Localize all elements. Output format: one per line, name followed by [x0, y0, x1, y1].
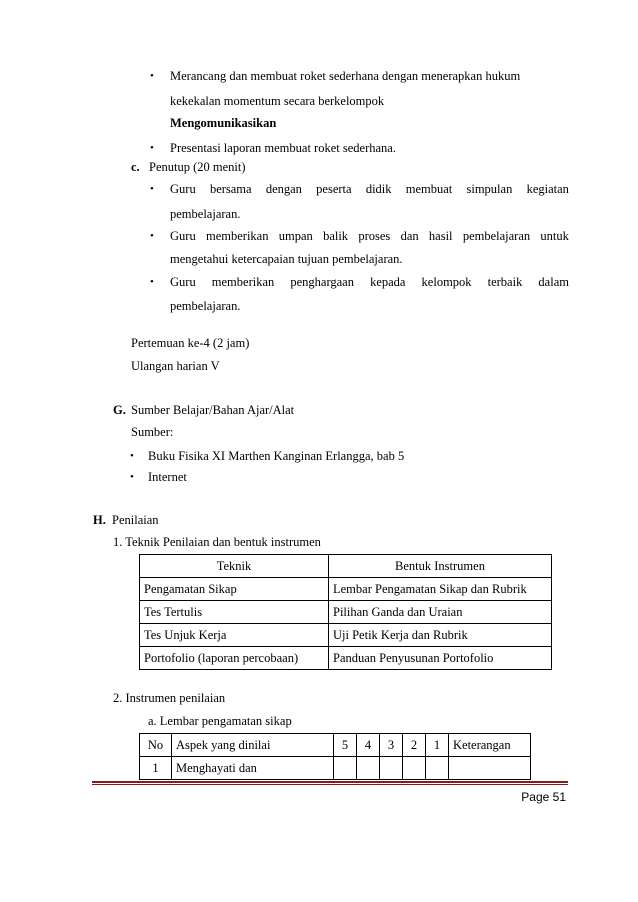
closing-bullet2-line2: mengetahui ketercapaian tujuan pembelajaran.	[170, 252, 403, 266]
attitude-table	[139, 733, 531, 780]
section-h-title: Penilaian	[112, 513, 159, 527]
word: membuat	[405, 182, 453, 196]
closing-marker: c.	[131, 160, 140, 174]
word: terbaik	[487, 275, 523, 289]
subsection-1: 1. Teknik Penilaian dan bentuk instrumen	[113, 535, 321, 549]
closing-bullet3-line1	[170, 275, 569, 290]
word: pembelajaran	[462, 229, 531, 243]
word: untuk	[540, 229, 569, 243]
word: didik	[365, 182, 392, 196]
word: kelompok	[421, 275, 472, 289]
bullet-icon: •	[150, 70, 154, 82]
table-cell	[357, 757, 380, 780]
table-header-row	[140, 555, 552, 578]
closing-title: Penutup (20 menit)	[149, 160, 246, 174]
table-cell: 1	[140, 757, 172, 780]
table-cell: Lembar Pengamatan Sikap dan Rubrik	[329, 578, 552, 601]
table-cell: Menghayati dan	[172, 757, 334, 780]
page-number: Page 51	[521, 790, 566, 804]
table-cell: Pilihan Ganda dan Uraian	[329, 601, 552, 624]
word: simpulan	[466, 182, 513, 196]
footer-rule	[92, 781, 568, 783]
column-header: Teknik	[140, 555, 329, 578]
closing-bullet1-line1	[170, 182, 569, 197]
word: bersama	[209, 182, 252, 196]
column-header: 3	[380, 734, 403, 757]
bullet-icon: •	[130, 471, 134, 483]
source-item: Buku Fisika XI Marthen Kanginan Erlangga, bab 5	[148, 449, 405, 463]
meeting-title: Pertemuan ke-4 (2 jam)	[131, 336, 250, 350]
bullet-icon: •	[150, 183, 154, 195]
communicate-heading: Mengomunikasikan	[170, 116, 277, 130]
word: Guru	[170, 275, 196, 289]
word: dengan	[265, 182, 302, 196]
source-item: Internet	[148, 470, 187, 484]
word: dalam	[538, 275, 569, 289]
closing-bullet3-line2: pembelajaran.	[170, 299, 241, 313]
word: penghargaan	[290, 275, 354, 289]
column-header: 1	[426, 734, 449, 757]
design-rocket-line1: Merancang dan membuat roket sederhana dengan menerapkan hukum	[170, 69, 521, 83]
column-header: 2	[403, 734, 426, 757]
word: hasil	[428, 229, 453, 243]
column-header: No	[140, 734, 172, 757]
table-row	[140, 601, 552, 624]
present-report: Presentasi laporan membuat roket sederhana.	[170, 141, 396, 155]
sources-label: Sumber:	[131, 425, 174, 439]
table-cell	[334, 757, 357, 780]
section-g-title: Sumber Belajar/Bahan Ajar/Alat	[131, 403, 295, 417]
word: kepada	[370, 275, 406, 289]
word: memberikan	[205, 229, 269, 243]
bullet-icon: •	[150, 230, 154, 242]
column-header: Bentuk Instrumen	[329, 555, 552, 578]
table-cell	[426, 757, 449, 780]
word: Guru	[170, 229, 196, 243]
section-g-marker: G.	[113, 403, 126, 417]
bullet-icon: •	[150, 276, 154, 288]
bullet-icon: •	[150, 142, 154, 154]
word: Guru	[170, 182, 196, 196]
subsection-2: 2. Instrumen penilaian	[113, 691, 226, 705]
design-rocket-line2: kekekalan momentum secara berkelompok	[170, 94, 385, 108]
closing-bullet2-line1	[170, 229, 569, 244]
table-cell: Uji Petik Kerja dan Rubrik	[329, 624, 552, 647]
table-cell: Tes Tertulis	[140, 601, 329, 624]
table-cell: Tes Unjuk Kerja	[140, 624, 329, 647]
word: kegiatan	[526, 182, 569, 196]
table-cell: Portofolio (laporan percobaan)	[140, 647, 329, 670]
table-cell	[449, 757, 531, 780]
column-header: 4	[357, 734, 380, 757]
table-row	[140, 578, 552, 601]
table-header-row	[140, 734, 531, 757]
table-row	[140, 624, 552, 647]
table-cell	[380, 757, 403, 780]
table-cell: Pengamatan Sikap	[140, 578, 329, 601]
subsection-2a: a. Lembar pengamatan sikap	[148, 714, 292, 728]
instrument-table	[139, 554, 552, 670]
column-header: Aspek yang dinilai	[172, 734, 334, 757]
closing-bullet1-line2: pembelajaran.	[170, 207, 241, 221]
word: peserta	[316, 182, 352, 196]
word: dan	[400, 229, 419, 243]
table-cell	[403, 757, 426, 780]
table-row	[140, 757, 531, 780]
bullet-icon: •	[130, 450, 134, 462]
footer-rule	[92, 784, 568, 785]
word: balik	[323, 229, 349, 243]
section-h-marker: H.	[93, 513, 106, 527]
column-header: 5	[334, 734, 357, 757]
meeting-subtitle: Ulangan harian V	[131, 359, 220, 373]
word: umpan	[278, 229, 313, 243]
word: memberikan	[211, 275, 275, 289]
word: proses	[358, 229, 391, 243]
table-cell: Panduan Penyusunan Portofolio	[329, 647, 552, 670]
table-row	[140, 647, 552, 670]
column-header: Keterangan	[449, 734, 531, 757]
